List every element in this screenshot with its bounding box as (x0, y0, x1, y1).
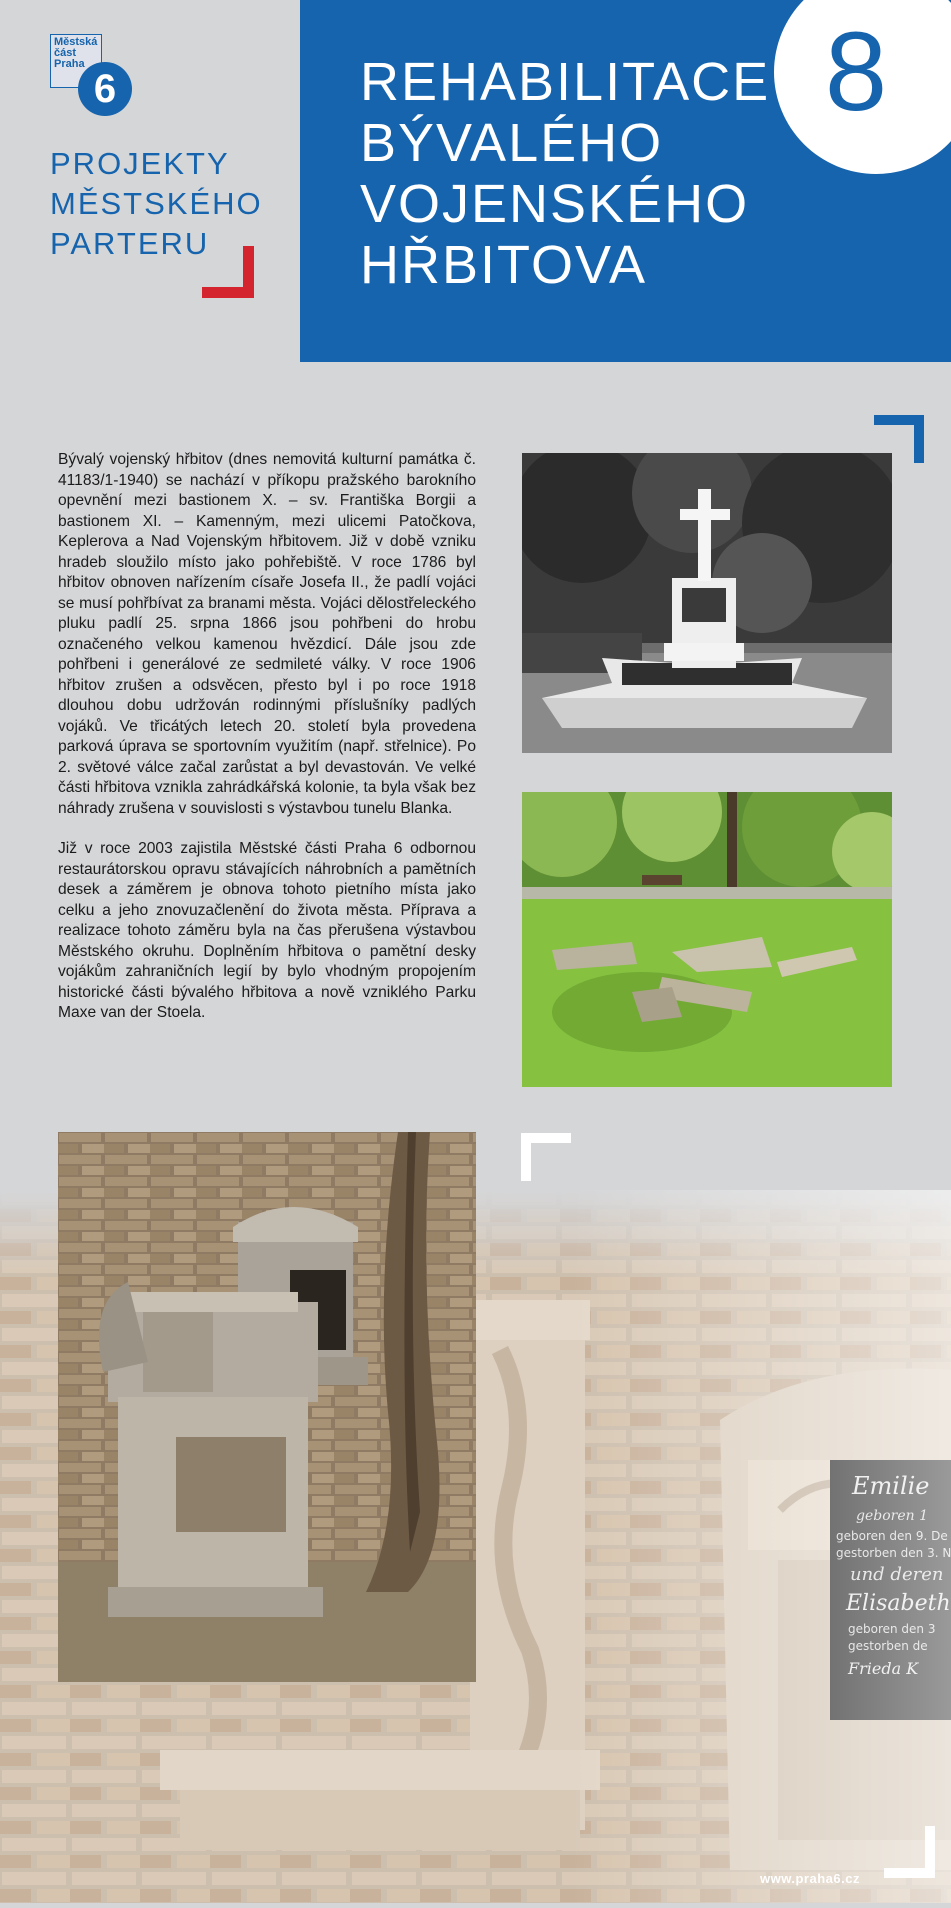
logo-number-badge: 6 (78, 62, 132, 116)
historic-monument-photo (522, 453, 892, 753)
park-ruins-photo (522, 792, 892, 1087)
corner-bracket-red (202, 287, 254, 298)
corner-bracket-white (884, 1868, 935, 1878)
projects-title: PROJEKTY MĚSTSKÉHO PARTERU (50, 146, 263, 261)
article-text (58, 450, 476, 1044)
page-title: REHABILITACE BÝVALÉHO VOJENSKÉHO HŘBITOVA (360, 52, 771, 295)
article-paragraph: Již v roce 2003 zajistila Městské části Praha 6 odbornou restaurátorskou opravu stávajících náhrobních a pamětních desek a záměrem je obnova tohoto pietního místa jako celku a jeho znovuzačlenění do života města. Příprava a realizace tohoto záměru byla na čas přerušena výstavbou Městského okruhu. Doplněním hřbitova o pamětní desky vojákům zahraničních legií by bylo vhodným propojením historické části bývalého hřbitova a nově vzniklého Parku Maxe van der Stoela. (58, 840, 476, 1021)
corner-bracket-white (521, 1133, 531, 1181)
panel-number-badge: 8 (774, 0, 951, 174)
corner-bracket-blue (914, 415, 924, 463)
logo-text: Městská část Praha (54, 36, 98, 70)
tombstone-photo (58, 1132, 476, 1682)
website-link[interactable]: www.praha6.cz (760, 1871, 860, 1886)
article-paragraph: Bývalý vojenský hřbitov (dnes nemovitá kulturní památka č. 41183/1-1940) se nachází v příkopu pražského barokního opevnění mezi bastionem X. – sv. Františka Borgii a bastionem XI. – Kamenným, mezi ulicemi Patočkova, Keplerova a Nad Vojenským hřbitovem. Již v době vzniku hradeb sloužilo místo jako pohřebiště. V roce 1786 byl hřbitov obnoven nařízením císaře Josefa II., že padlí vojáci se musí pohřbívat za branami města. Vojáci dělostřeleckého pluku padlí 25. srpna 1866 jsou pohřbeni do hrobu označeného velkou kamenou hvězdicí. Dále jsou zde pohřbeni i generálové ze sedmileté války. V roce 1906 hřbitov zrušen a odsvěcen, přesto byl i po roce 1918 dlouhou dobu udržován rodinnými příslušníky padlých vojáků. Ve třicátých letech 20. století byla provedena parková úprava se sportovním využitím (např. střelnice). Po 2. světové válce začal zarůstat a byl devastován. Ve velké části hřbitova vznikla zahrádkářská kolonie, ta byla však bez náhrady zrušena v souvislosti s výstavbou tunelu Blanka. (58, 451, 476, 817)
